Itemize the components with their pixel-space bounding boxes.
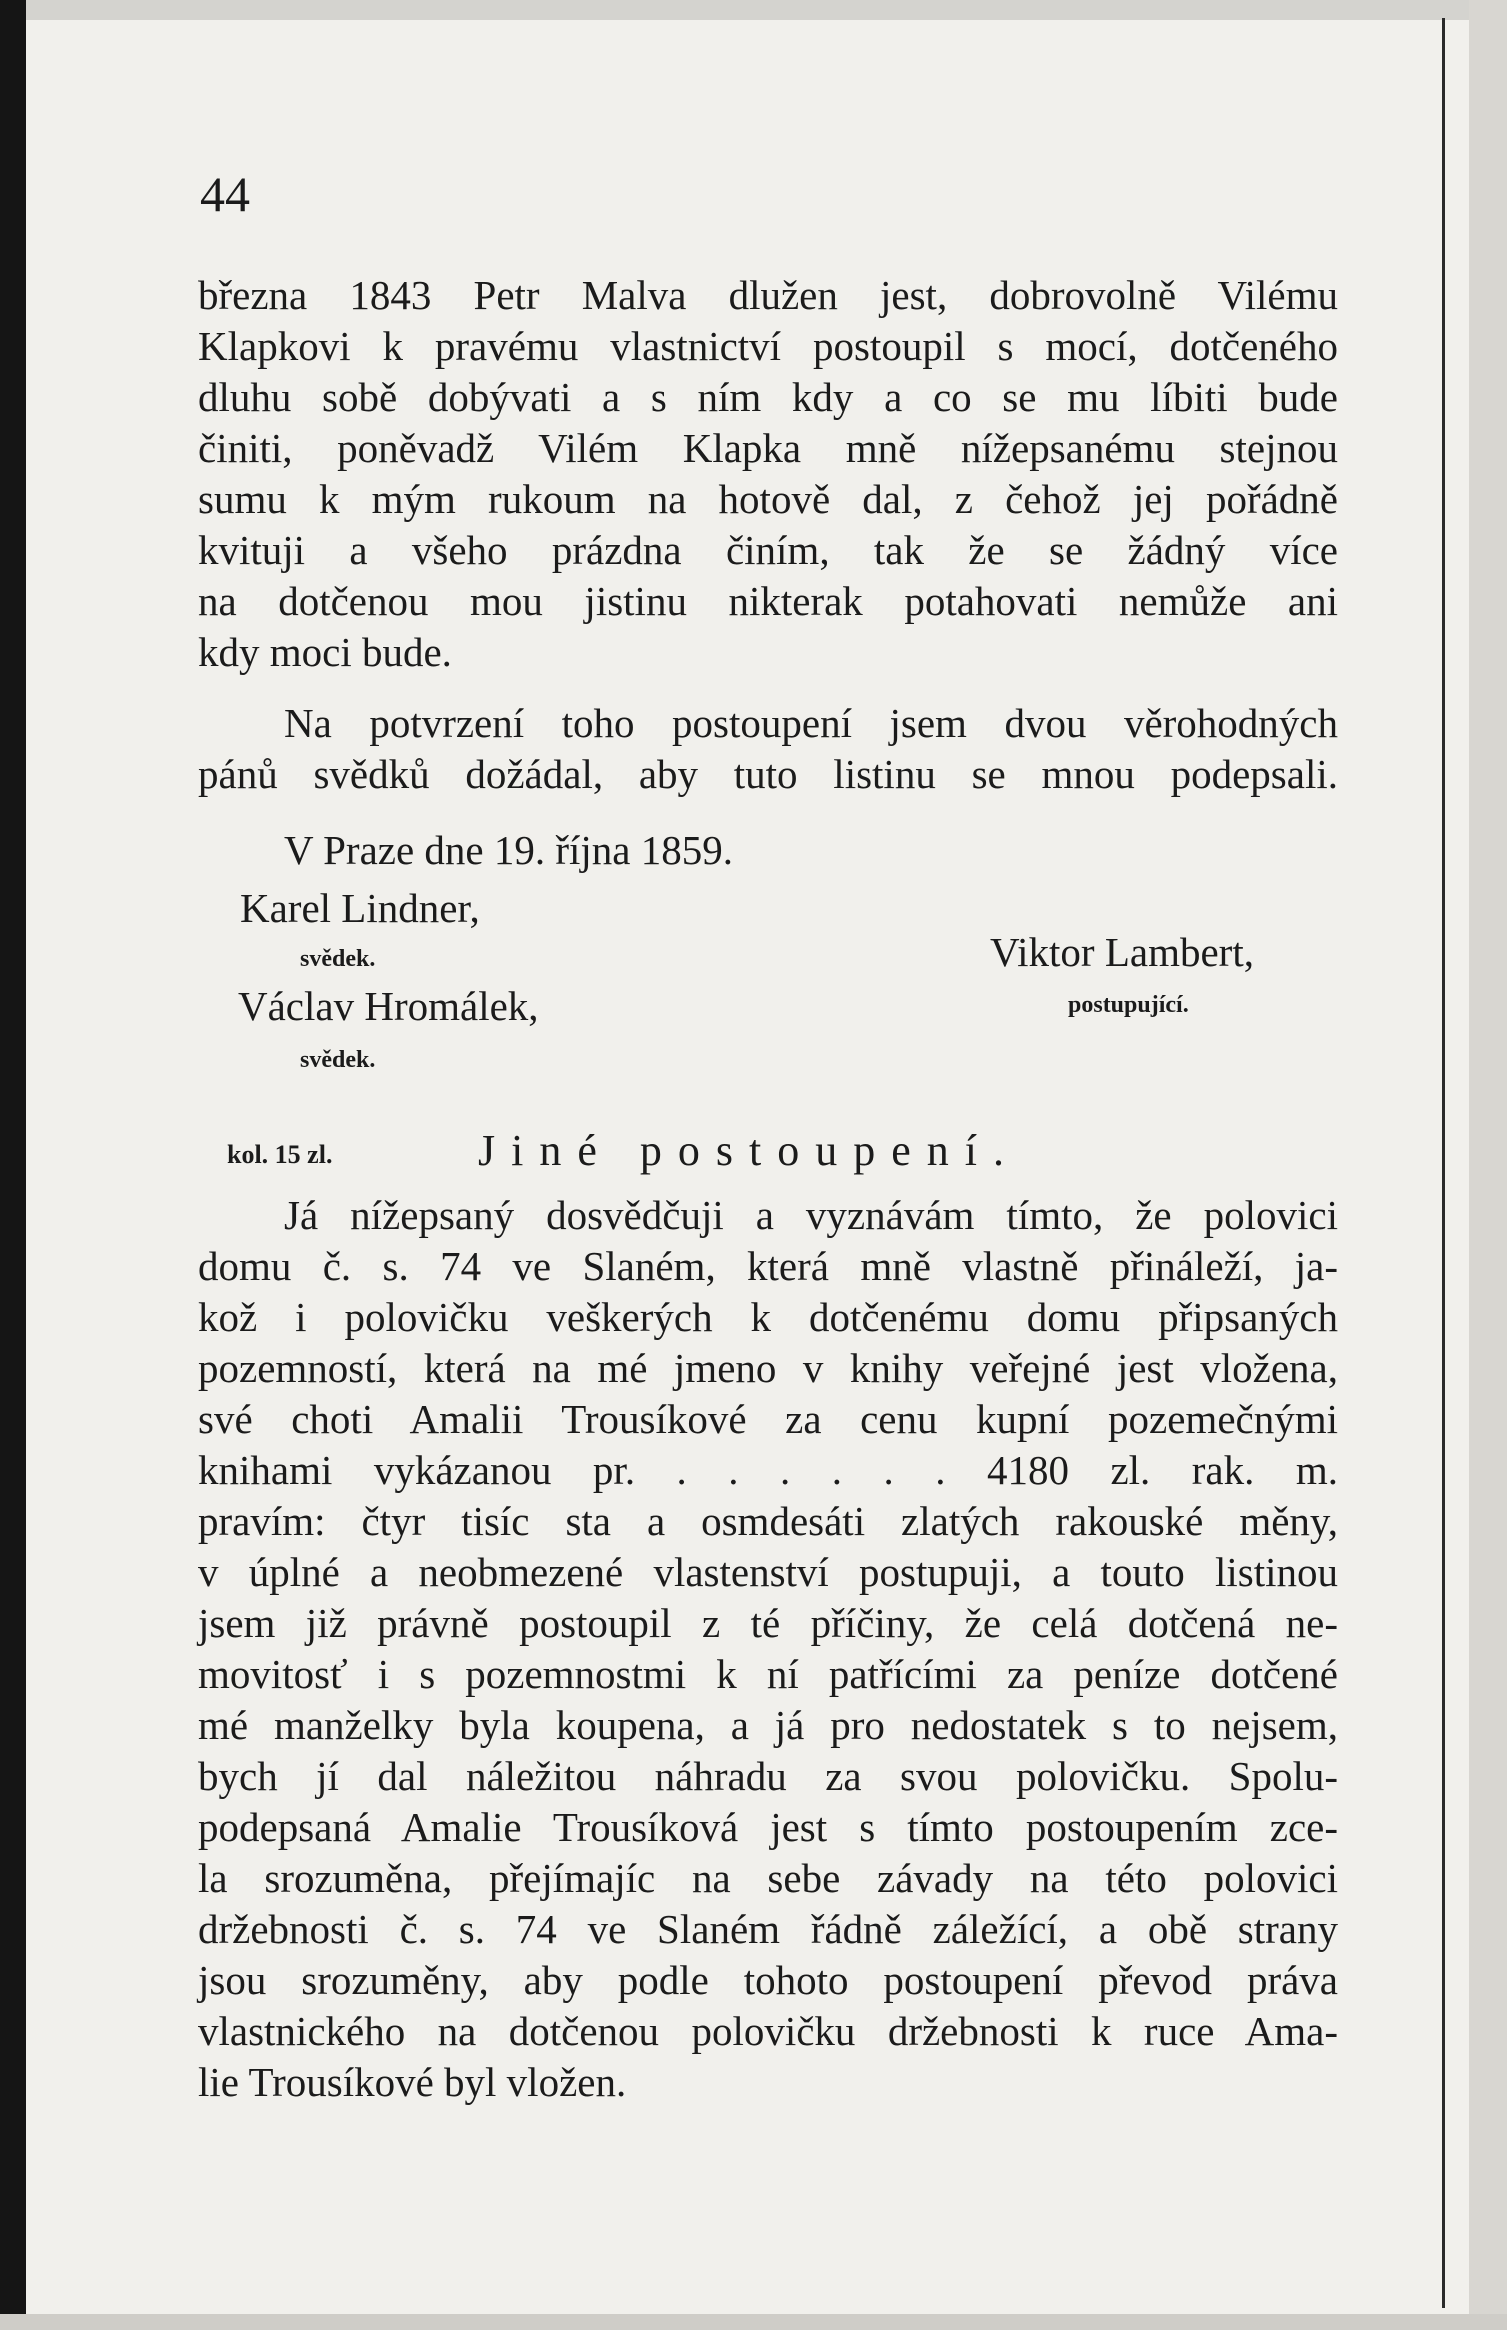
- text-line: kož i polovičku veškerých k dotčenému domu připsaných: [198, 1294, 1338, 1340]
- page-number: 44: [200, 166, 250, 222]
- text-line: držebnosti č. s. 74 ve Slaném řádně záležící, a obě strany: [198, 1906, 1338, 1952]
- text-line: jsem již právně postoupil z té příčiny, že celá dotčená ne-: [198, 1600, 1338, 1646]
- text-line: jsou srozuměny, aby podle tohoto postoupení převod práva: [198, 1957, 1338, 2003]
- paragraph-2: [198, 698, 1338, 800]
- stamp-fee: kol. 15 zl.: [227, 1140, 333, 1169]
- witness-2-role: svědek.: [300, 1047, 376, 1073]
- text-line: Já nížepsaný dosvědčuji a vyznávám tímto, že polovici: [284, 1192, 1338, 1238]
- text-line: dluhu sobě dobývati a s ním kdy a co se mu líbiti bude: [198, 374, 1338, 420]
- text-line: lie Trousíkové byl vložen.: [198, 2059, 627, 2105]
- text-line: knihami vykázanou pr. . . . . . . 4180 zl. rak. m.: [198, 1447, 1338, 1493]
- scan-edge-left: [0, 0, 26, 2330]
- text-line: pánů svědků dožádal, aby tuto listinu se mnou podepsali.: [198, 751, 1338, 797]
- text-line: kdy moci bude.: [198, 629, 452, 675]
- text-line: mé manželky byla koupena, a já pro nedostatek s to nejsem,: [198, 1702, 1338, 1748]
- text-line: domu č. s. 74 ve Slaném, která mně vlastně přináleží, ja-: [198, 1243, 1338, 1289]
- text-line: pravím: čtyr tisíc sta a osmdesáti zlatých rakouské měny,: [198, 1498, 1338, 1544]
- text-line: činiti, poněvadž Vilém Klapka mně nížepsanému stejnou: [198, 425, 1338, 471]
- assignor-role: postupující.: [1068, 992, 1189, 1018]
- paragraph-1: [198, 270, 1338, 678]
- witness-1-name: Karel Lindner,: [240, 885, 480, 931]
- text-line: pozemností, která na mé jmeno v knihy veřejné jest vložena,: [198, 1345, 1338, 1391]
- date-line: V Praze dne 19. října 1859.: [284, 827, 733, 873]
- text-line: své choti Amalii Trousíkové za cenu kupní pozemečnými: [198, 1396, 1338, 1442]
- text-line: movitosť i s pozemnostmi k ní patřícími za peníze dotčené: [198, 1651, 1338, 1697]
- text-line: března 1843 Petr Malva dlužen jest, dobrovolně Vilému: [198, 272, 1338, 318]
- text-line: na dotčenou mou jistinu nikterak potahovati nemůže ani: [198, 578, 1338, 624]
- text-line: sumu k mým rukoum na hotově dal, z čehož jej pořádně: [198, 476, 1338, 522]
- assignor-name: Viktor Lambert,: [990, 929, 1254, 975]
- text-line: vlastnického na dotčenou polovičku držebnosti k ruce Ama-: [198, 2008, 1338, 2054]
- scan-edge-right: [1469, 0, 1507, 2330]
- witness-2-name: Václav Hromálek,: [238, 983, 539, 1029]
- section-heading: Jiné postoupení.: [478, 1126, 1020, 1175]
- text-line: v úplné a neobmezené vlastenství postupuji, a touto listinou: [198, 1549, 1338, 1595]
- text-line: la srozuměna, přejímajíc na sebe závady na této polovici: [198, 1855, 1338, 1901]
- text-line: kvituji a všeho prázdna činím, tak že se žádný více: [198, 527, 1338, 573]
- scan-edge-top: [0, 0, 1507, 20]
- text-line: podepsaná Amalie Trousíková jest s tímto postoupením zce-: [198, 1804, 1338, 1850]
- scan-edge-bottom: [0, 2314, 1507, 2330]
- text-line: Klapkovi k pravému vlastnictví postoupil s mocí, dotčeného: [198, 323, 1338, 369]
- paragraph-3: [198, 1190, 1338, 2108]
- witness-1-role: svědek.: [300, 946, 376, 972]
- binding-line: [1442, 18, 1445, 2308]
- text-line: bych jí dal náležitou náhradu za svou polovičku. Spolu-: [198, 1753, 1338, 1799]
- text-line: Na potvrzení toho postoupení jsem dvou věrohodných: [284, 700, 1338, 746]
